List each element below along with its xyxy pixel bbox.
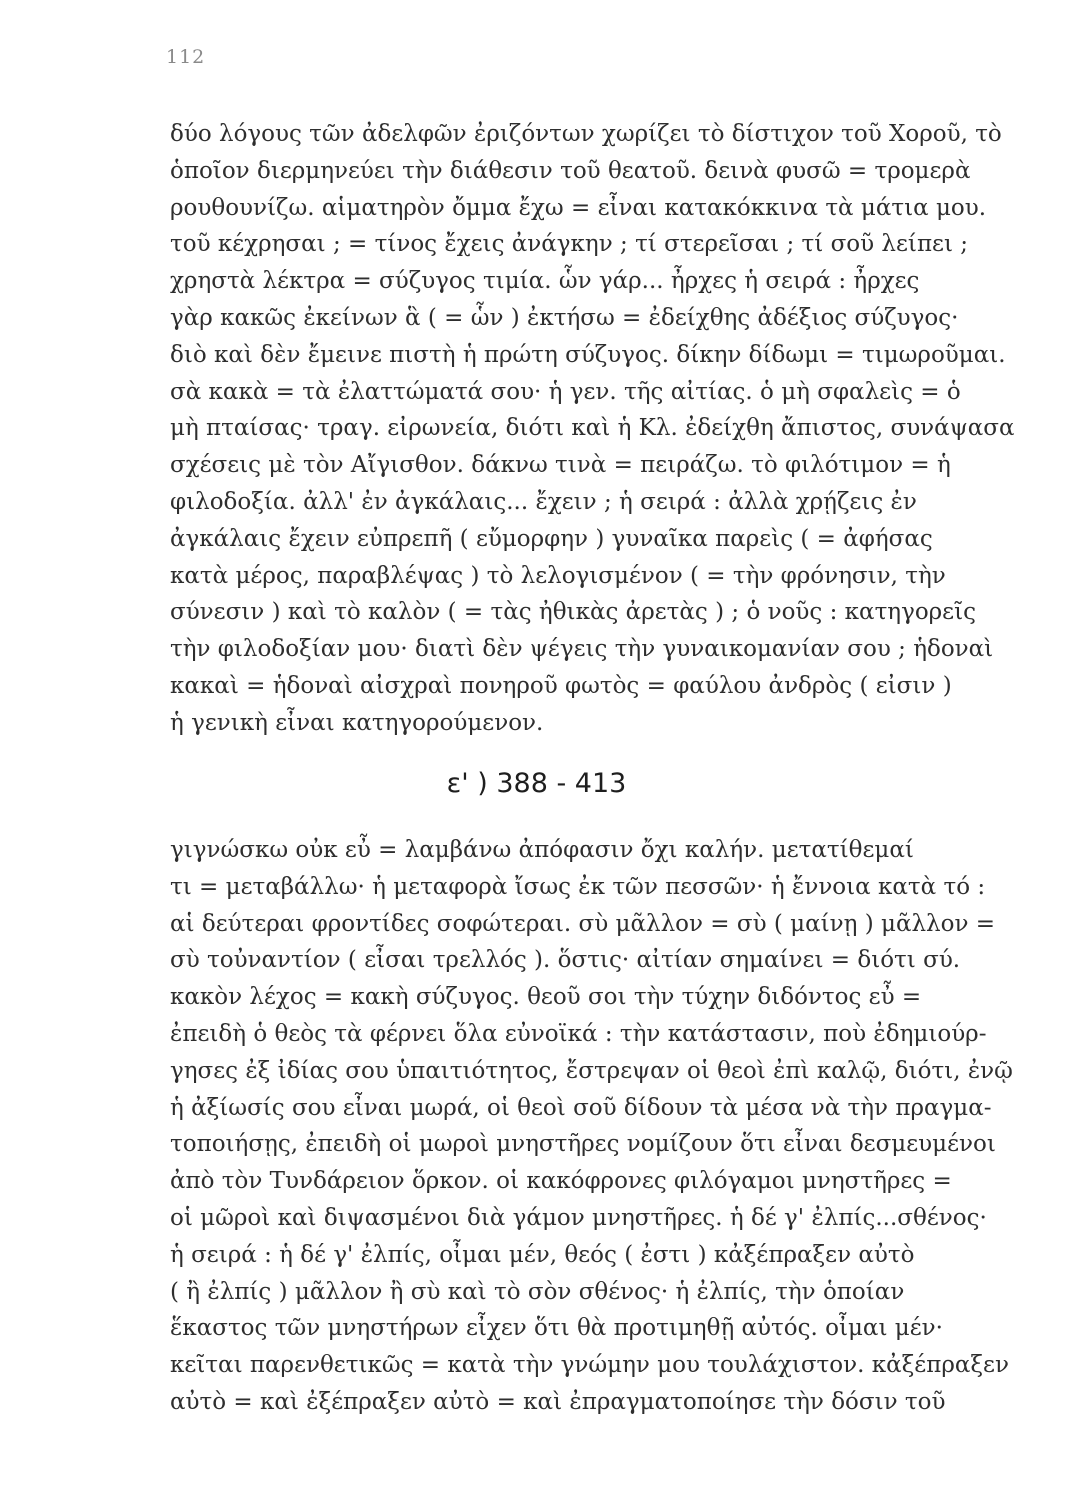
text-line: σὰ κακὰ = τὰ ἐλαττώματά σου· ἡ γεν. τῆς αἰτίας. ὁ μὴ σφαλεὶς = ὁ [170,378,961,405]
text-line: γιγνώσκω οὐκ εὖ = λαμβάνω ἀπόφασιν ὄχι καλήν. μετατίθεμαί [170,837,914,863]
text-line: ἀγκάλαις ἔχειν εὐπρεπῆ ( εὔμορφην ) γυναῖκα παρεὶς ( = ἀφήσας [170,525,933,552]
text-line: τοῦ κέχρησαι ; = τίνος ἔχεις ἀνάγκην ; τί στερεῖσαι ; τί σοῦ λείπει ; [170,231,969,258]
text-line: ἡ σειρά : ἡ δέ γ' ἐλπίς, οἶμαι μέν, θεός ( ἐστι ) κἀξέπραξεν αὐτὸ [170,1241,915,1268]
text-line: ἀπὸ τὸν Τυνδάρειον ὅρκον. οἱ κακόφρονες φιλόγαμοι μνηστῆρες = [170,1168,952,1195]
text-line: ἡ ἀξίωσίς σου εἶναι μωρά, οἱ θεοὶ σοῦ δίδουν τὰ μέσα νὰ τὴν πραγμα- [170,1094,992,1121]
text-line: ἐπειδὴ ὁ θεὸς τὰ φέρνει ὅλα εὐνοϊκά : τὴν κατάστασιν, ποὺ ἐδημιούρ- [170,1020,987,1047]
text-line: κεῖται παρενθετικῶς = κατὰ τὴν γνώμην μου τουλάχιστον. κἀξέπραξεν [170,1352,1009,1379]
text-line: οἱ μῶροὶ καὶ διψασμένοι διὰ γάμον μνηστῆρες. ἡ δέ γ' ἐλπίς...σθένος· [170,1204,987,1231]
page-number: 112 [166,46,206,68]
text-line: φιλοδοξία. ἀλλ' ἐν ἀγκάλαις... ἔχειν ; ἡ σειρά : ἀλλὰ χρῄζεις ἐν [170,488,917,515]
text-line: σχέσεις μὲ τὸν Αἴγισθον. δάκνω τινὰ = πειράζω. τὸ φιλότιμον = ἡ [170,452,951,479]
text-line: σὺ τοὐναντίον ( εἶσαι τρελλός ). ὅστις· αἰτίαν σημαίνει = διότι σύ. [170,947,961,974]
text-line: τι = μεταβάλλω· ἡ μεταφορὰ ἴσως ἐκ τῶν πεσσῶν· ἡ ἔννοια κατὰ τό : [170,873,986,900]
text-line: ἡ γενικὴ εἶναι κατηγορούμενον. [170,709,544,736]
text-line: τοποιήσῃς, ἐπειδὴ οἱ μωροὶ μνηστῆρες νομίζουν ὅτι εἶναι δεσμευμένοι [170,1131,996,1158]
text-line: κατὰ μέρος, παραβλέψας ) τὸ λελογισμένον ( = τὴν φρόνησιν, τὴν [170,562,946,589]
text-line: τὴν φιλοδοξίαν μου· διατὶ δὲν ψέγεις τὴν γυναικομανίαν σου ; ἡδοναὶ [170,636,994,663]
text-line: διὸ καὶ δὲν ἔμεινε πιστὴ ἡ πρώτη σύζυγος. δίκην δίδωμι = τιμωροῦμαι. [170,341,1006,368]
text-line: αὐτὸ = καὶ ἐξέπραξεν αὐτὸ = καὶ ἐπραγματοποίησε τὴν δόσιν τοῦ [170,1388,946,1415]
text-line: ὁποῖον διερμηνεύει τὴν διάθεσιν τοῦ θεατοῦ. δεινὰ φυσῶ = τρομερὰ [170,157,971,184]
text-line: χρηστὰ λέκτρα = σύζυγος τιμία. ὧν γάρ... ἦρχες ἡ σειρά : ἦρχες [170,268,920,295]
text-line: κακαὶ = ἡδοναὶ αἰσχραὶ πονηροῦ φωτὸς = φαύλου ἀνδρὸς ( εἰσιν ) [170,672,952,699]
text-line: γὰρ κακῶς ἐκείνων ἃ ( = ὧν ) ἐκτήσω = ἐδείχθης ἀδέξιος σύζυγος· [170,304,959,331]
commentary-section-2 [170,832,1020,1421]
section-heading: ε' ) 388 - 413 [446,768,627,799]
text-line: ρουθουνίζω. αἱματηρὸν ὄμμα ἔχω = εἶναι κατακόκκινα τὰ μάτια μου. [170,194,987,221]
text-line: κακὸν λέχος = κακὴ σύζυγος. θεοῦ σοι τὴν τύχην διδόντος εὖ = [170,984,922,1011]
text-line: ἕκαστος τῶν μνηστήρων εἶχεν ὅτι θὰ προτιμηθῇ αὐτός. οἶμαι μέν· [170,1315,943,1342]
commentary-section-1 [170,116,1020,742]
text-line: σύνεσιν ) καὶ τὸ καλὸν ( = τὰς ἠθικὰς ἀρετὰς ) ; ὁ νοῦς : κατηγορεῖς [170,599,976,626]
text-line: ( ἢ ἐλπίς ) μᾶλλον ἢ σὺ καὶ τὸ σὸν σθένος· ἡ ἐλπίς, τὴν ὁποίαν [170,1278,905,1305]
text-line: μὴ πταίσας· τραγ. εἰρωνεία, διότι καὶ ἡ Κλ. ἐδείχθη ἄπιστος, συνάψασα [170,415,1015,442]
text-line: δύο λόγους τῶν ἀδελφῶν ἐριζόντων χωρίζει τὸ δίστιχον τοῦ Χοροῦ, τὸ [170,121,1002,147]
text-line: αἱ δεύτεραι φροντίδες σοφώτεραι. σὺ μᾶλλον = σὺ ( μαίνῃ ) μᾶλλον = [170,910,996,937]
text-line: γησες ἐξ ἰδίας σου ὑπαιτιότητος, ἔστρεψαν οἱ θεοὶ ἐπὶ καλῷ, διότι, ἐνῷ [170,1057,1013,1084]
